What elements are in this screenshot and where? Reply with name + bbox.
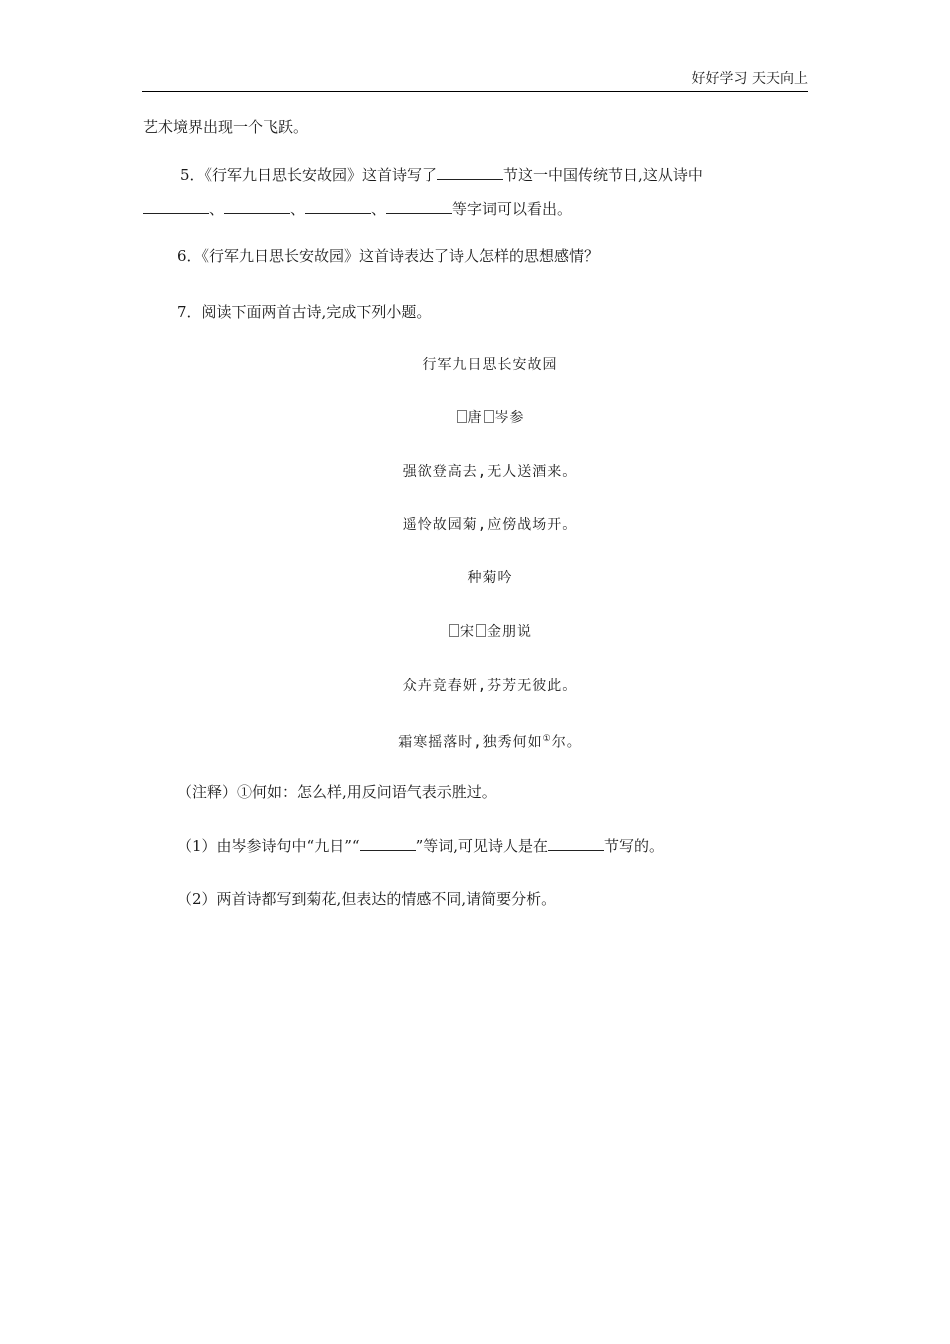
poem-2-line-1: 众卉竞春妍,芬芳无彼此。 xyxy=(402,678,578,694)
poem-1-dynasty: 唐 xyxy=(467,410,483,426)
poem-1-line-2: 遥怜故园菊,应傍战场开。 xyxy=(402,517,578,533)
poem-2-line-2 xyxy=(0,729,950,753)
poem-1-author: 岑参 xyxy=(494,410,525,426)
missing-glyph-icon xyxy=(484,410,494,423)
poem-2-byline xyxy=(0,622,950,642)
poem-2-dynasty: 宋 xyxy=(460,624,475,640)
header-divider xyxy=(142,91,808,92)
separator: 、 xyxy=(290,200,306,218)
sub1-text-1: （1）由岑参诗句中“九日”“ xyxy=(177,837,360,855)
answer-blank[interactable] xyxy=(305,199,371,214)
poem-2-title: 种菊吟 xyxy=(467,570,513,586)
answer-blank[interactable] xyxy=(437,165,503,180)
subquestion-2: （2）两首诗都写到菊花,但表达的情感不同,请简要分析。 xyxy=(177,890,557,908)
poem-1-byline xyxy=(0,408,950,428)
answer-blank[interactable] xyxy=(143,199,209,214)
header-motto: 好好学习 天天向上 xyxy=(691,71,808,87)
footnote-marker: ① xyxy=(542,734,552,744)
sub1-text-2: ”等词,可见诗人是在 xyxy=(415,837,548,855)
poem-2-line-2-end: 尔。 xyxy=(551,734,582,751)
q5-tail: 等字词可以看出。 xyxy=(452,200,573,218)
question-7: 7．阅读下面两首古诗,完成下列小题。 xyxy=(177,303,432,321)
subquestion-1 xyxy=(177,836,664,856)
answer-blank[interactable] xyxy=(360,836,416,851)
sub1-text-3: 节写的。 xyxy=(604,837,665,855)
missing-glyph-icon xyxy=(449,624,459,637)
q5-text-2: 节这一中国传统节日,这从诗中 xyxy=(503,166,703,184)
answer-blank[interactable] xyxy=(224,199,290,214)
intro-line: 艺术境界出现一个飞跃。 xyxy=(143,118,309,136)
answer-blank[interactable] xyxy=(548,836,604,851)
missing-glyph-icon xyxy=(476,624,486,637)
poem-1-title: 行军九日思长安故园 xyxy=(422,357,558,373)
separator: 、 xyxy=(371,200,387,218)
poem-1-line-1: 强欲登高去,无人送酒来。 xyxy=(402,464,578,480)
separator: 、 xyxy=(209,200,225,218)
answer-blank[interactable] xyxy=(386,199,452,214)
q5-text-1: 5．《行军九日思长安故园》这首诗写了 xyxy=(180,166,438,184)
poem-2-author: 金朋说 xyxy=(487,624,532,640)
missing-glyph-icon xyxy=(457,410,467,423)
question-5-line-2 xyxy=(143,199,572,219)
question-5-line-1 xyxy=(180,165,703,185)
annotation: （注释）①何如：怎么样,用反问语气表示胜过。 xyxy=(177,783,497,801)
poem-2-line-2-text: 霜寒摇落时,独秀何如 xyxy=(398,734,543,751)
question-6: 6．《行军九日思长安故园》这首诗表达了诗人怎样的思想感情？ xyxy=(177,247,600,265)
